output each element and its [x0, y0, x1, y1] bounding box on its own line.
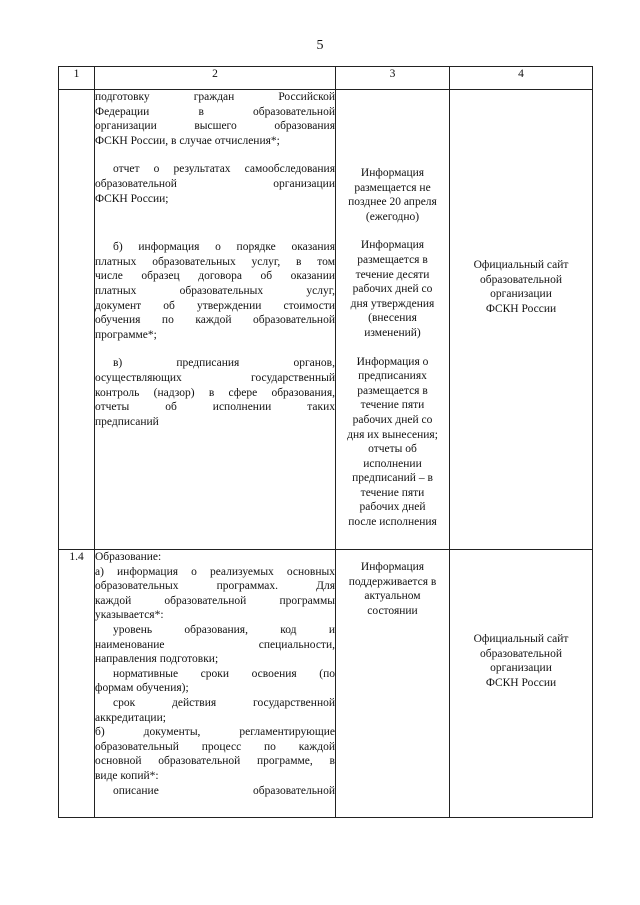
text-line: течение десяти [355, 268, 430, 281]
text-line: организации [490, 662, 552, 675]
text-line: программе*; [95, 328, 157, 341]
text-line: а) информация о реализуемых основных [95, 565, 335, 578]
description-cell [95, 90, 336, 550]
text-line: течение пяти [360, 399, 425, 412]
location-cell [450, 550, 593, 818]
text-line: образовательный процесс по каждой [95, 740, 335, 753]
description-cell [95, 550, 336, 818]
text-line: указывается*: [95, 609, 164, 622]
location-cell [450, 90, 593, 550]
text-line: размещается в [357, 384, 428, 397]
text-line: рабочих дней со [352, 283, 433, 296]
text-line: позднее 20 апреля [348, 196, 437, 209]
text-line: б) документы, регламентирующие [95, 726, 335, 739]
text-line: виде копий*: [95, 769, 159, 782]
document-table [58, 66, 593, 818]
timing-block-ten-days [336, 238, 449, 340]
text-line: платных образовательных услуг, в том [95, 255, 335, 268]
text-line: уровень образования, код и [113, 623, 335, 636]
row-number: 1.4 [59, 550, 95, 818]
header-cell-1: 1 [59, 67, 95, 90]
text-line: осуществляющих государственный [95, 371, 335, 384]
text-line: ФСКН России [485, 676, 557, 689]
text-line: формам обучения); [95, 682, 189, 695]
text-line: актуальном [364, 590, 421, 603]
text-line: Информация о [356, 355, 429, 368]
text-line: образовательной [480, 273, 562, 286]
text-line: платных образовательных услуг, [95, 284, 335, 297]
text-line: контроль (надзор) в сфере образования, [95, 386, 335, 399]
table-row [59, 90, 593, 550]
text-line: поддерживается в [348, 575, 437, 588]
text-line: дня утверждения [350, 297, 435, 310]
text-line: организации высшего образования [95, 120, 335, 133]
header-cell-3: 3 [336, 67, 450, 90]
text-line: предписаний – в [352, 472, 433, 485]
header-row [59, 67, 593, 90]
text-line: ФСКН России; [95, 192, 169, 205]
page-number: 5 [316, 38, 324, 53]
text-line: ФСКН России, в случае отчисления*; [95, 134, 280, 147]
text-line: срок действия государственной [113, 696, 335, 709]
text-line: направления подготовки; [95, 653, 219, 666]
timing-cell [336, 550, 450, 818]
text-line: Информация [360, 561, 425, 573]
text-line: рабочих дней [359, 501, 426, 514]
text-line: размещается в [357, 253, 428, 266]
text-line: Информация [360, 167, 425, 179]
text-line: обучения по каждой образовательной [95, 314, 335, 327]
text-line: течение пяти [360, 486, 425, 499]
table-row [59, 550, 593, 818]
text-line: изменений) [364, 326, 421, 339]
text-line: ФСКН России [485, 302, 557, 315]
text-line: дня их вынесения; [347, 428, 438, 441]
section-title: Образование: [95, 551, 162, 563]
text-line: организации [490, 288, 552, 301]
text-line: отчеты об [368, 443, 417, 456]
text-line: подготовку граждан Российской [95, 91, 335, 103]
text-line: документ об утверждении стоимости [95, 299, 335, 312]
text-line: аккредитации; [95, 711, 166, 724]
text-line: исполнении [363, 457, 422, 470]
text-line: б) информация о порядке оказания [113, 241, 335, 254]
text-line: описание образовательной [113, 784, 335, 797]
text-line: основной образовательной программе, в [95, 755, 335, 768]
text-line: наименование специальности, [95, 638, 335, 651]
text-line: Информация [360, 239, 425, 252]
text-line: Официальный сайт [473, 259, 569, 271]
header-cell-4: 4 [450, 67, 593, 90]
timing-block-annual [336, 166, 449, 224]
header-cell-2: 2 [95, 67, 336, 90]
text-line: образовательной организации [95, 177, 335, 190]
text-line: Федерации в образовательной [95, 105, 335, 118]
text-line: образовательной [480, 647, 562, 660]
timing-block-five-days [336, 355, 449, 530]
row-number [59, 90, 95, 550]
text-line: рабочих дней со [352, 413, 433, 426]
text-line: состоянии [367, 604, 418, 617]
text-line: размещается не [354, 181, 431, 194]
text-line: числе образец договора об оказании [95, 270, 335, 283]
text-line: Официальный сайт [473, 633, 569, 645]
text-line: отчеты об исполнении таких [95, 401, 335, 414]
timing-cell [336, 90, 450, 550]
text-line: (внесения [368, 312, 417, 325]
text-line: отчет о результатах самообследования [113, 163, 335, 176]
text-line: каждой образовательной программы [95, 594, 335, 607]
text-line: нормативные сроки освоения (по [113, 667, 335, 680]
text-line: предписаниях [358, 370, 427, 383]
text-line: после исполнения [348, 516, 437, 529]
text-line: в) предписания органов, [113, 357, 335, 370]
text-line: (ежегодно) [365, 210, 420, 223]
text-line: образовательных программах. Для [95, 580, 335, 593]
text-line: предписаний [95, 415, 159, 428]
